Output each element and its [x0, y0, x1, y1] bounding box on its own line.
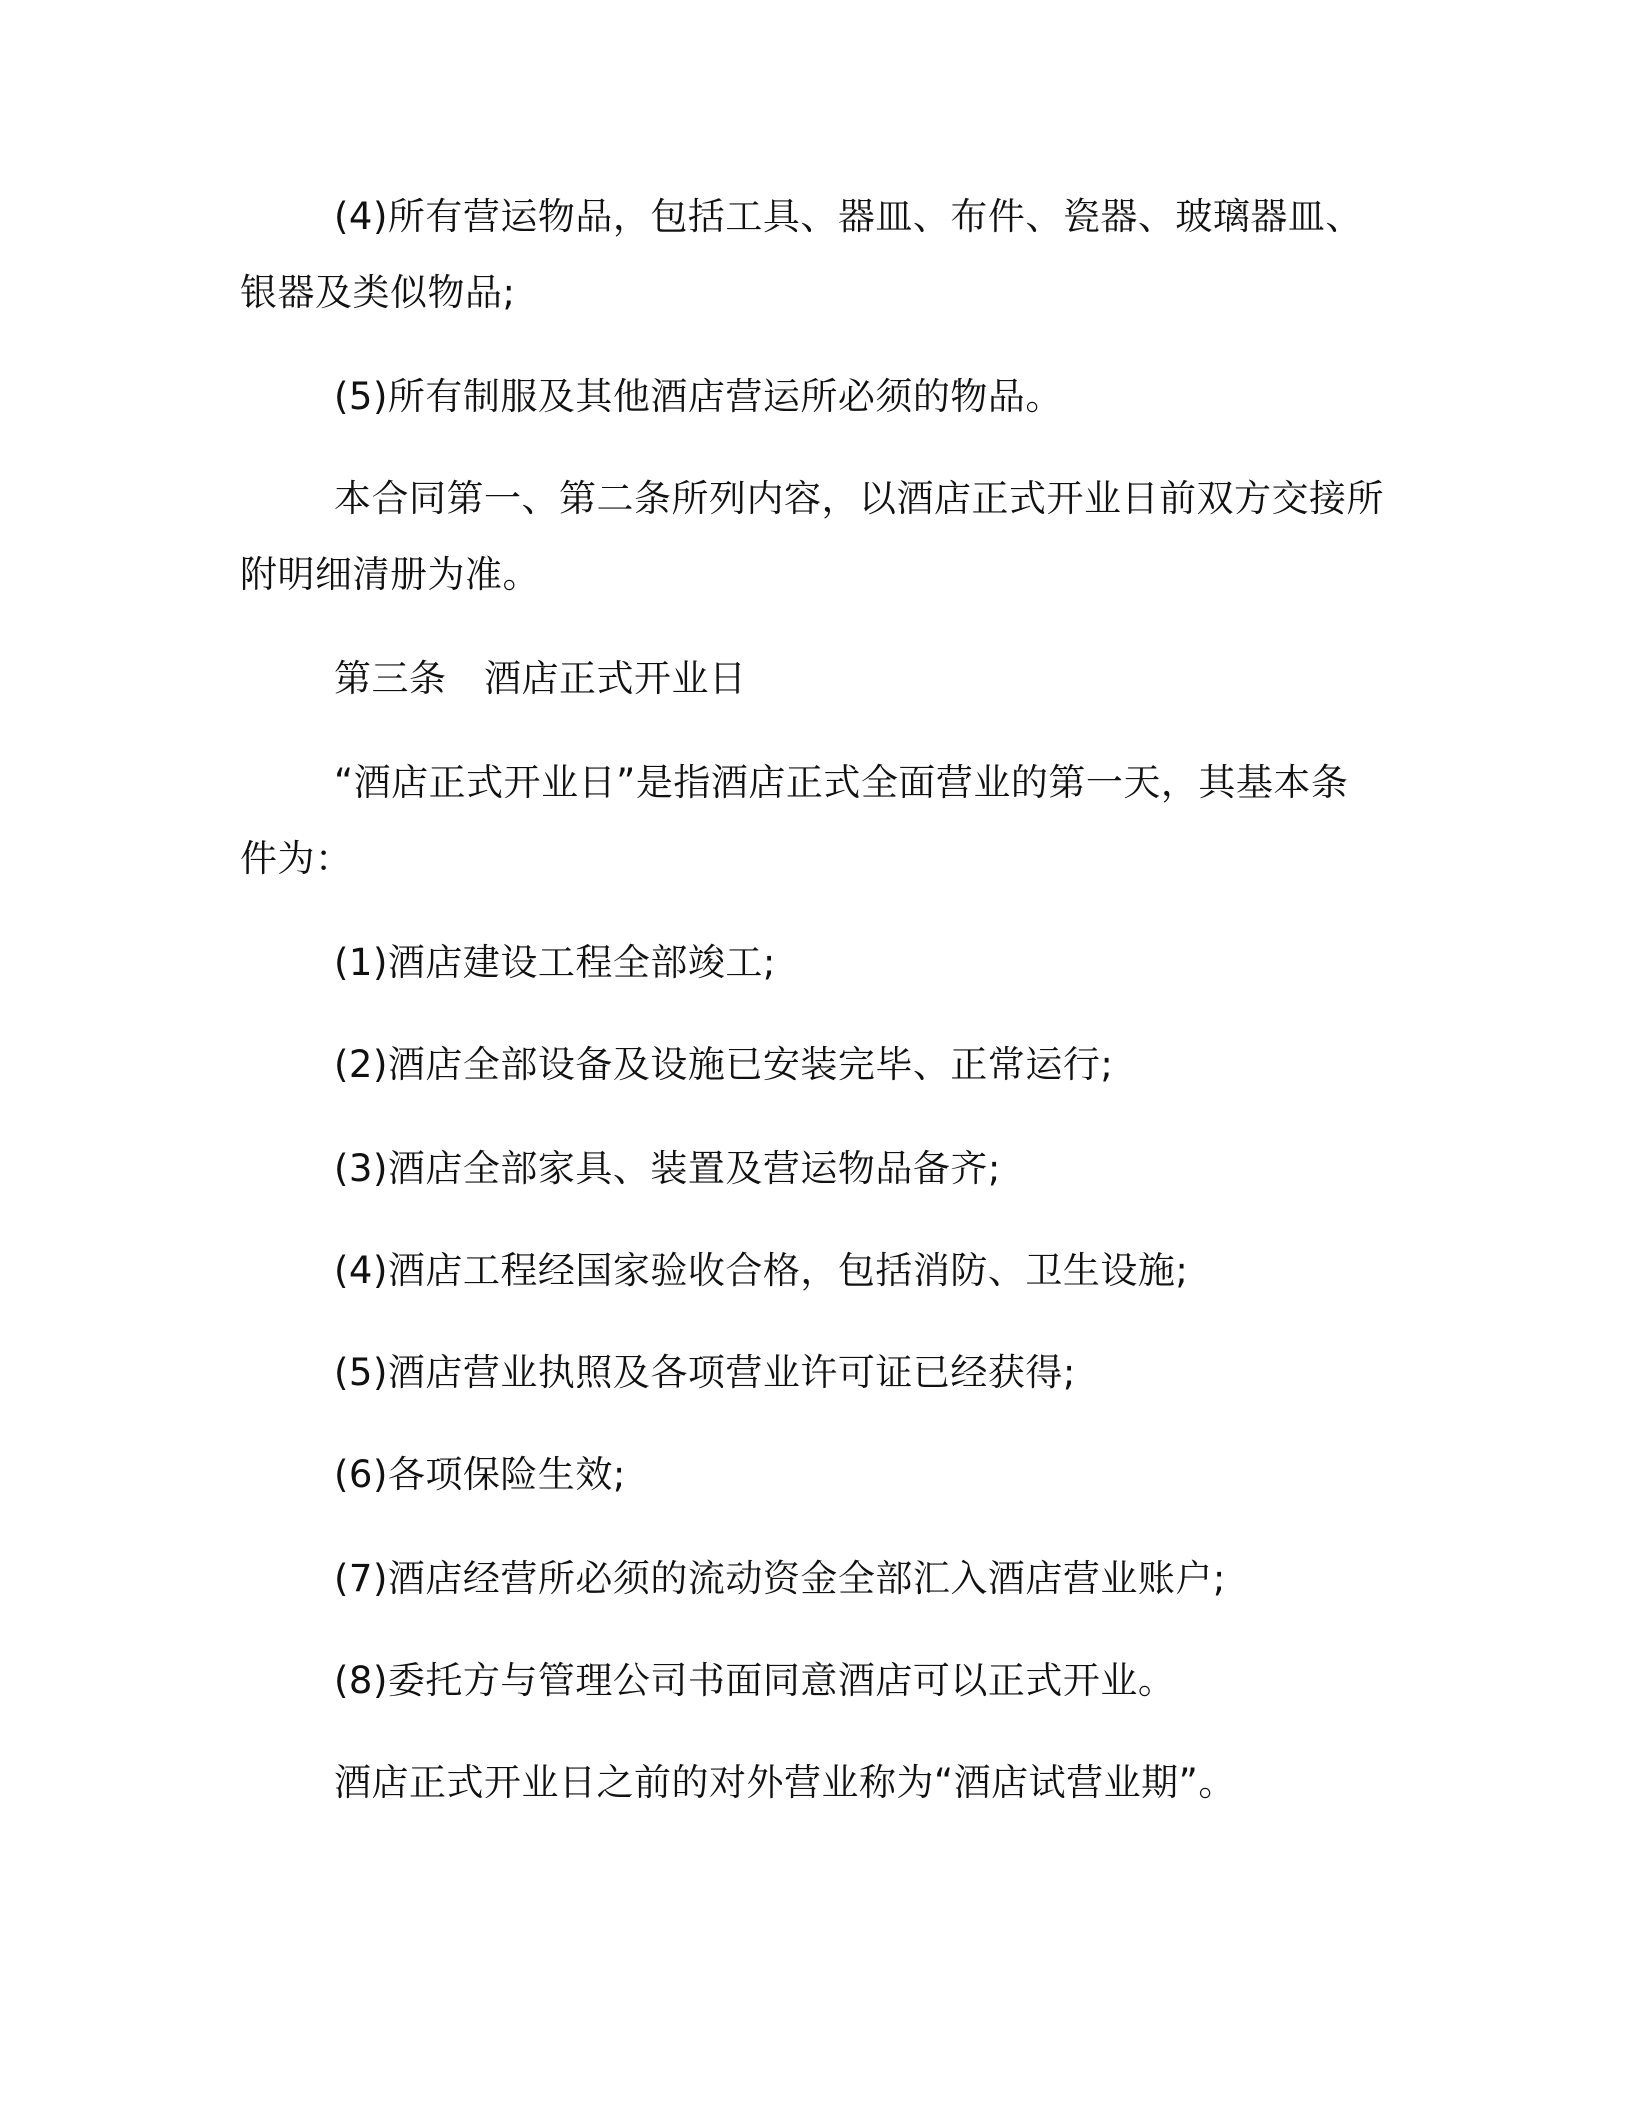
contract-clause-paragraph: 本合同第一、第二条所列内容，以酒店正式开业日前双方交接所 — [334, 477, 1384, 520]
article-3-heading: 第三条 酒店正式开业日 — [334, 657, 747, 700]
item-5-uniforms: (5)所有制服及其他酒店营运所必须的物品。 — [334, 375, 1063, 418]
definition-paragraph: “酒店正式开业日”是指酒店正式全面营业的第一天，其基本条 — [334, 761, 1349, 804]
condition-2: (2)酒店全部设备及设施已安装完毕、正常运行; — [334, 1043, 1114, 1086]
condition-6: (6)各项保险生效; — [334, 1453, 626, 1496]
condition-7: (7)酒店经营所必须的流动资金全部汇入酒店营业账户; — [334, 1557, 1226, 1600]
condition-5: (5)酒店营业执照及各项营业许可证已经获得; — [334, 1351, 1076, 1394]
condition-8: (8)委托方与管理公司书面同意酒店可以正式开业。 — [334, 1659, 1176, 1702]
trial-operation-paragraph: 酒店正式开业日之前的对外营业称为“酒店试营业期”。 — [334, 1761, 1236, 1804]
condition-3: (3)酒店全部家具、装置及营运物品备齐; — [334, 1147, 1001, 1190]
contract-clause-continuation: 附明细清册为准。 — [240, 553, 540, 596]
definition-continuation: 件为： — [240, 837, 353, 880]
condition-4: (4)酒店工程经国家验收合格，包括消防、卫生设施; — [334, 1249, 1189, 1292]
item-4-continuation: 银器及类似物品; — [240, 271, 516, 314]
item-4-operating-goods: (4)所有营运物品，包括工具、器皿、布件、瓷器、玻璃器皿、 — [334, 195, 1363, 238]
condition-1: (1)酒店建设工程全部竣工; — [334, 941, 776, 984]
